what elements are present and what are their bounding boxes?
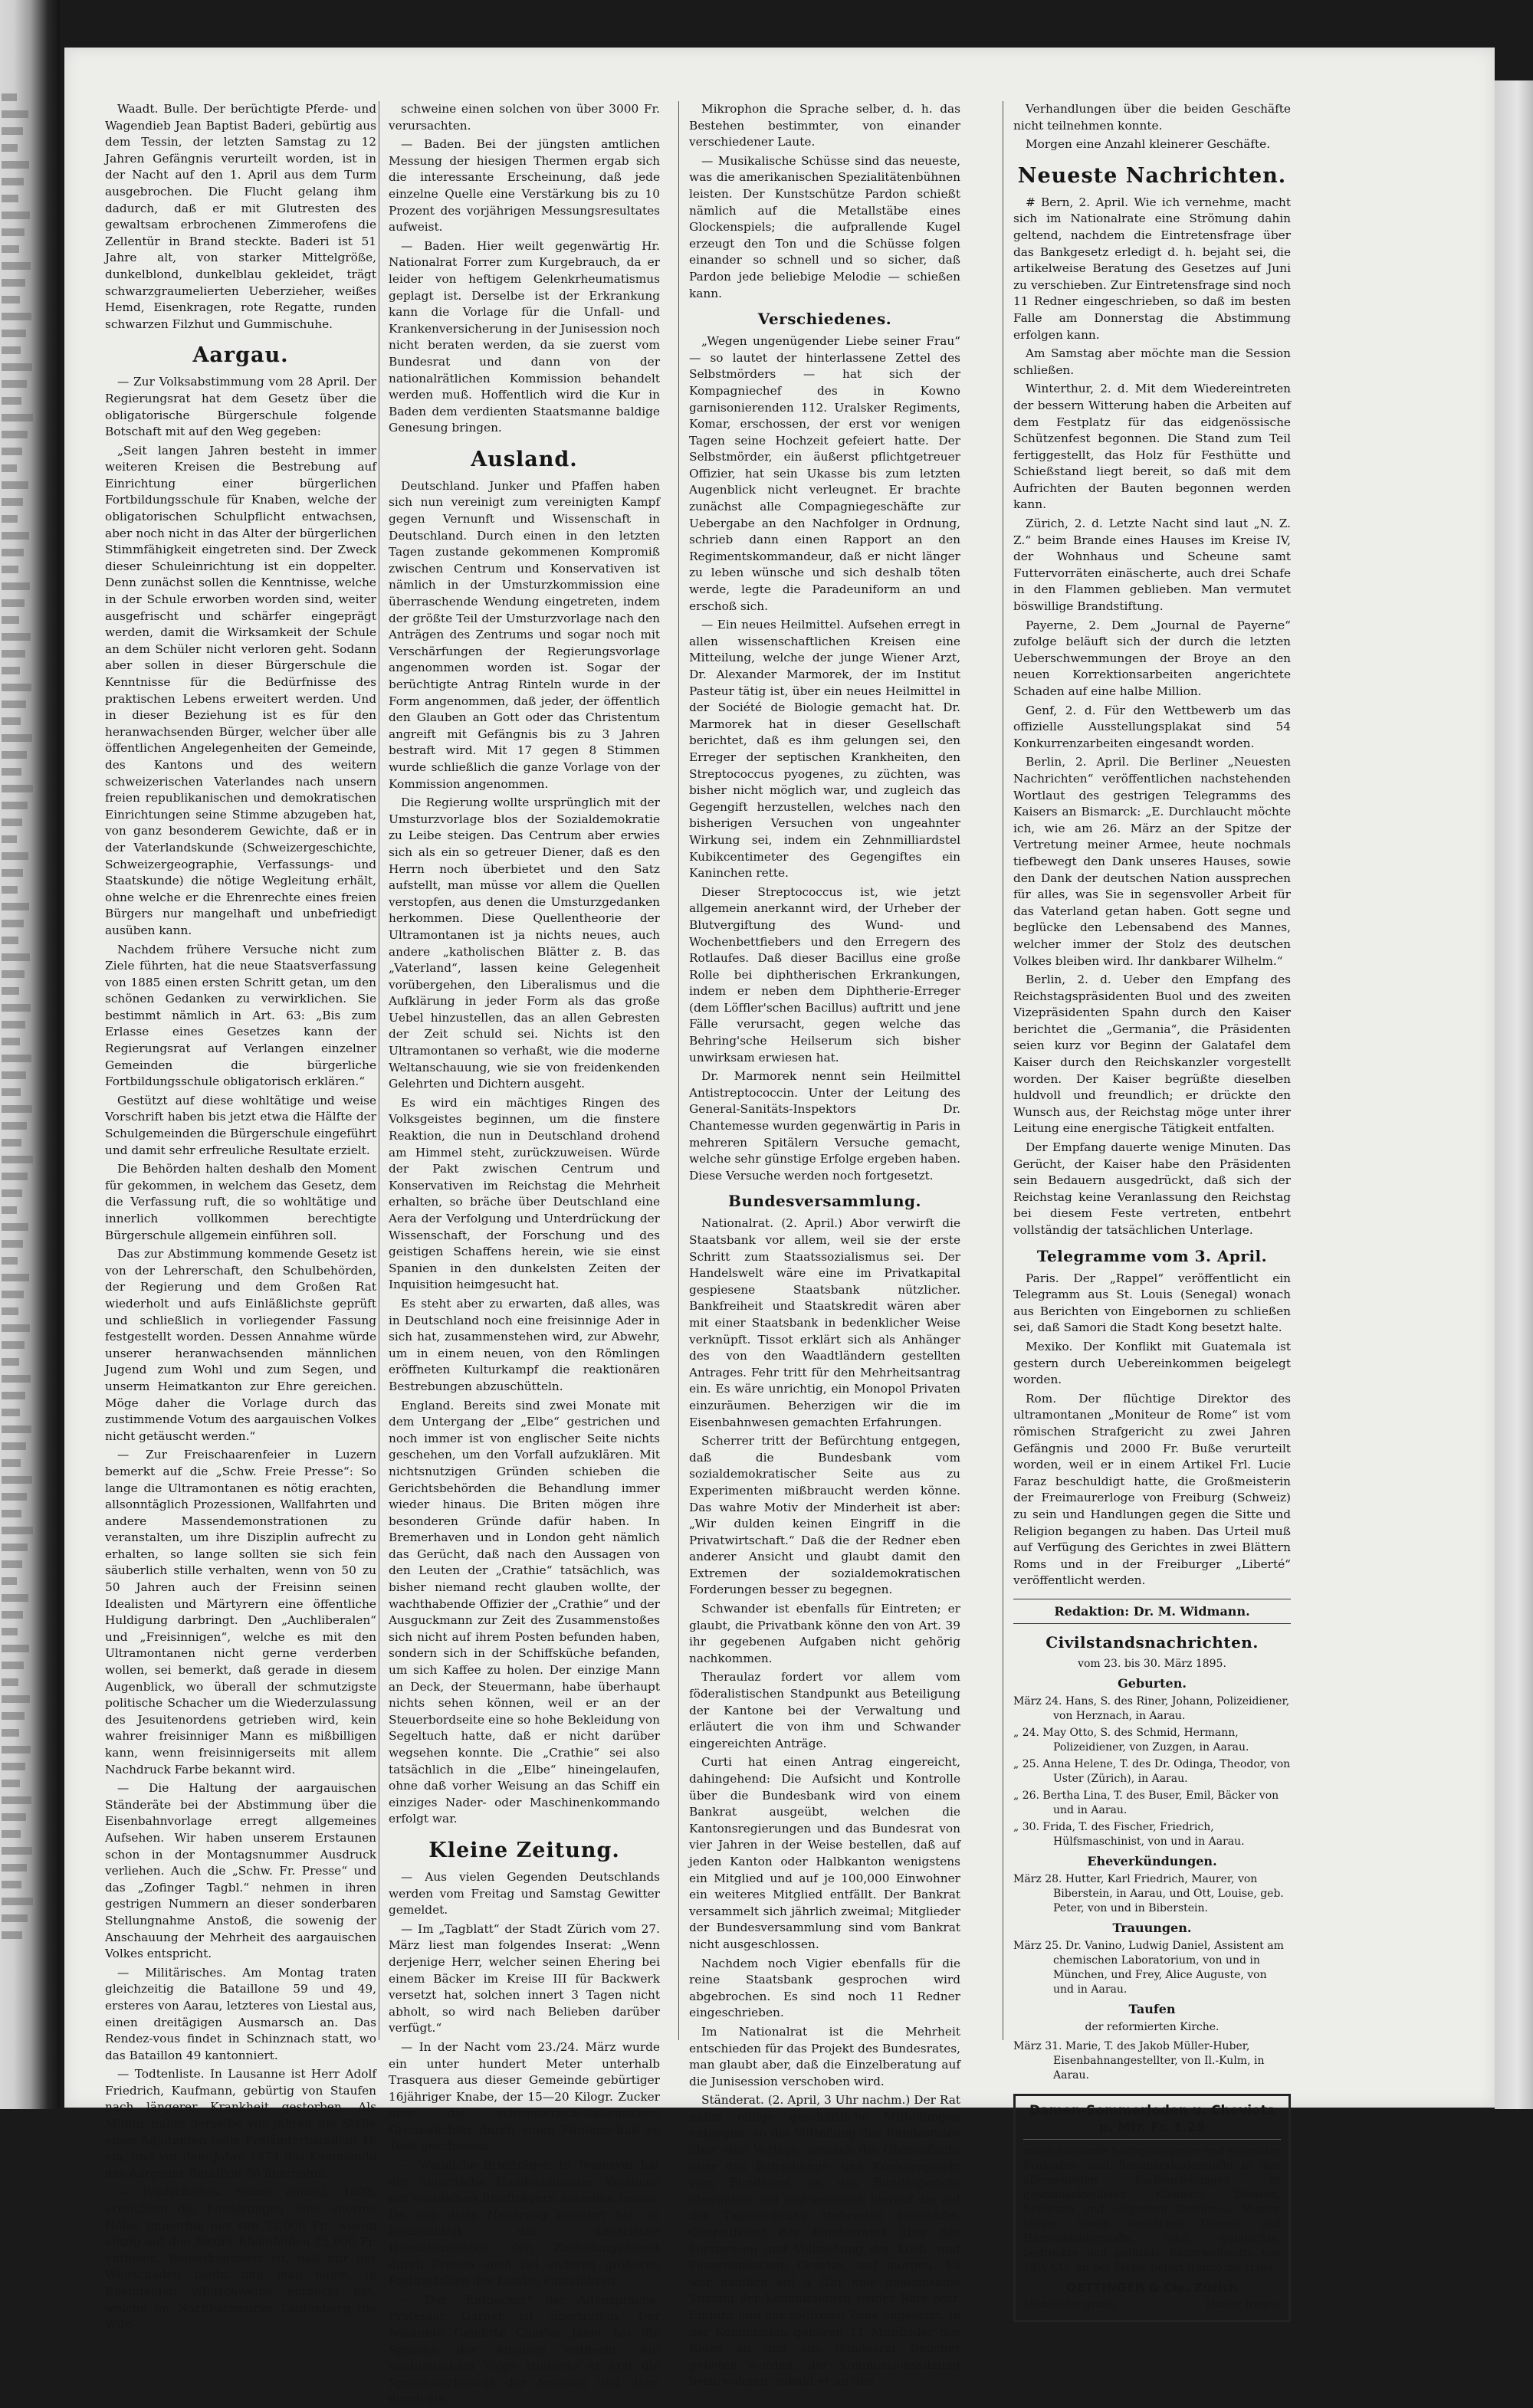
fragment-text-line xyxy=(2,1409,20,1416)
article-paragraph: Ständerat. (2. April, 3 Uhr nachm.) Der Rat nahm einige geschäftliche Mitteilungen entgegen, so die Mitteilung des Bundesrates über eine Vorlage, wonach die Oberaufsicht über das Betreibungs- und Konkursgesetz vom Bundesrat an das Bundesgericht übergehen soll und verschob hierauf die auf der Tagesordnung stehenden Geschäfte, Oberaufsicht des Bundesrates über das Forstwesen und Vollziehung der Koch- und Feuerdankschen Gesetze, auf morgen. Es war nämlich auf 4 Uhr eine gemeinsame Sitzung der Kommissionen beider Räte betr. Einfuhr und der zollfreien Zone angesetzt. In der Kommission gehören 11 Mitglieder des Rates an und aus Bundesrat Deucher gebeten worden, der Kommissionssitzung beizuwohnen, sobald er an den xyxy=(689,2093,960,2389)
column-1 xyxy=(105,101,376,2332)
article-paragraph: — Zur Volksabstimmung vom 28 April. Der Regierungsrat hat dem Gesetz über die obligatorische Bürgerschule folgende Botschaft mit auf den Weg gegeben: xyxy=(105,375,376,439)
fragment-text-line xyxy=(2,161,29,169)
fragment-text-line xyxy=(2,549,24,556)
fragment-text-line xyxy=(2,245,19,253)
fragment-text-line xyxy=(2,1493,27,1501)
fragment-text-line xyxy=(2,869,23,877)
article-paragraph: Payerne, 2. Dem „Journal de Payerne“ zufolge beläuft sich der durch die letzten Ueberschwemmungen der Broye an den neuen Korrektionsarbeiten angerichtete Schaden auf eine halbe Million. xyxy=(1013,618,1291,698)
section-heading-neueste-nachrichten: Neueste Nachrichten. xyxy=(1017,163,1287,188)
article-paragraph: Paris. Der „Rappel“ veröffentlicht ein Telegramm aus St. Louis (Senegal) wonach aus Berichten von Eingebornen zu schließen sei, daß Samori die Stadt Kong besetzt halte. xyxy=(1013,1271,1291,1335)
page-stack-edge xyxy=(1495,80,1533,2109)
fragment-text-line xyxy=(2,599,25,607)
fragment-text-line xyxy=(2,819,22,826)
article-paragraph: Nachdem frühere Versuche nicht zum Ziele führten, hat die neue Staatsverfassung von 1885 einen ersten Schritt getan, um den schönen Gedanken zu verwirklichen. Sie bestimmt nämlich in Art. 63: „Bis zum Erlasse eines Gesetzes kann der Regierungsrat auf Verlangen einzelner Gemeinden die bürgerliche Fortbildungsschule obligatorisch erklären.“ xyxy=(105,942,376,1089)
article-paragraph: — Aus vielen Gegenden Deutschlands werden vom Freitag und Samstag Gewitter gemeldet. xyxy=(389,1869,660,1918)
article-paragraph: # Bern, 2. April. Wie ich vernehme, macht sich im Nationalrate eine Strömung dahin geltend, nachdem die Eintretensfrage über das Bankgesetz erledigt d. h. bejaht sei, die artikelweise Beratung des Gesetzes auf Juni zu verschieben. Zur Eintretensfrage sind noch 11 Redner eingeschrieben, so daß im besten Falle am Donnerstag die Abstimmung erfolgen kann. xyxy=(1013,195,1291,342)
article-paragraph: — Im „Tagblatt“ der Stadt Zürich vom 27. März liest man folgendes Inserat: „Wenn derjenige Herr, welcher seinen Ehering bei einem Bäcker im Kreise III für Backwerk versetzt hat, solchen innert 3 Tagen nicht abholt, so wird nach Belieben darüber verfügt.“ xyxy=(389,1921,660,2036)
article-paragraph: Es wird ein mächtiges Ringen des Volksgeistes beginnen, um die finstere Reaktion, die nun in Deutschland drohend am Himmel steht, zurückzuweisen. Würde der Pakt zwischen Centrum und Konservativen im Reichstag die Mehrheit erhalten, so bräche über Deutschland eine Aera der Verfolgung und Unterdrückung der Wissenschaft, der Forschung und des geistigen Schaffens herein, wie sie einst Spanien in den dunkelsten Zeiten der Inquisition heimgesucht hat. xyxy=(389,1095,660,1292)
fragment-text-line xyxy=(2,1375,31,1383)
section-heading-telegramme: Telegramme vom 3. April. xyxy=(1036,1246,1268,1265)
fragment-text-line xyxy=(2,178,24,185)
adjacent-page-fragment xyxy=(0,84,34,1985)
fragment-text-line xyxy=(2,127,23,135)
article-paragraph: — Ein neues Heilmittel. Aufsehen erregt in allen wissenschaftlichen Kreisen eine Mitteilung, welche der junge Wiener Arzt, Dr. Alexander Marmorek, der im Institut Pasteur tätig ist, über ein neues Heilmittel in der Société de Biologie gemacht hat. Dr. Marmorek hat in dieser Gesellschaft berichtet, daß es ihm gelungen sei, den Erreger der septischen Krankheiten, den Streptococcus pyogenes, zu züchten, was bisher nicht möglich war, und zugleich das Gegengift herzustellen, welches nach den bisherigen Versuchen von ungeahnter Wirkung sei, indem ein Zehnmilliardstel Kubikcentimeter des Gegengiftes ein Kaninchen rette. xyxy=(689,618,960,881)
fragment-text-line xyxy=(2,1173,28,1180)
fragment-text-line xyxy=(2,717,21,725)
entry-list xyxy=(1013,1872,1291,1916)
article-paragraph: Mikrophon die Sprache selber, d. h. das Bestehen bestimmter, von einander verschiedener Laute. xyxy=(689,102,960,149)
fragment-text-line xyxy=(2,734,32,742)
civil-entry: März 31. Marie, T. des Jakob Müller-Huber, Eisenbahnangestellter, von Il.-Kulm, in Aarau. xyxy=(1013,2040,1265,2082)
fragment-text-line xyxy=(2,785,33,792)
article-paragraph: Schwander ist ebenfalls für Eintreten; er glaubt, die Privatbank könne den von Art. 39 ihr gegebenen Aufgaben nicht gehörig nachkommen. xyxy=(689,1602,960,1665)
fragment-text-line xyxy=(2,1324,30,1332)
civil-entry: „ 26. Bertha Lina, T. des Buser, Emil, Bäcker von und in Aarau. xyxy=(1013,1790,1279,1817)
fragment-text-line xyxy=(2,1122,27,1130)
civil-entry: März 24. Hans, S. des Riner, Johann, Polizeidiener, von Herznach, in Aarau. xyxy=(1013,1695,1290,1723)
fragment-text-line xyxy=(2,532,29,540)
article-paragraph: — Militärisches. Am Montag traten gleichzeitig die Bataillone 59 und 49, ersteres von Aarau, letzteres von Liestal aus, einen dreitägigen Ausmarsch an. Das Rendez-vous findet in Schinznach statt, wo das Bataillon 49 kantonniert. xyxy=(105,1965,376,2062)
article-paragraph: — Musikalische Schüsse sind das neueste, was die amerikanischen Spezialitätenbühnen leisten. Der Kunstschütze Pardon schießt nämlich auf die Metallstäbe eines Glockenspiels; die aufprallende Kugel erzeugt den Ton und die Schüsse folgen einander so schnell und so sicher, daß Pardon jede beliebige Melodie — schießen kann. xyxy=(689,153,960,300)
section-heading-verschiedenes: Verschiedenes. xyxy=(757,310,892,329)
article-paragraph: Nationalrat. (2. April.) Abor verwirft die Staatsbank vor allem, weil sie der erste Schritt zum Staatssozialismus sei. Der Handelswelt wäre eine im Privatkapital gespiesene Staatsbank nützlicher. Bankfreiheit und Staatskredit wären aber mit einer Staatsbank in bedenklicher Weise verknüpft. Tissot erklärt sich als Anhänger des von den Waadtländern gestellten Antrages. Fehr tritt für den Mehrheitsantrag ein. Es wäre unrichtig, ein Monopol Privaten einzuräumen. Beherzigen wir die im Eisenbahnwesen gemachten Erfahrungen. xyxy=(689,1216,960,1429)
fragment-text-line xyxy=(2,1577,17,1585)
article-paragraph: Waadt. Bulle. Der berüchtigte Pferde- und Wagendieb Jean Baptist Baderi, gebürtig aus dem Tessin, der letzten Samstag zu 12 Jahren Gefängnis verurteilt worden, ist in der Nacht auf den 1. April aus dem Turm ausgebrochen. Die Flucht gelang ihm dadurch, daß er mit Glutresten des gewaltsam erbrochenen Zimmerofens die Zellentür in Brand steckte. Baderi ist 51 Jahre alt, von starker Mittelgröße, dunkelblond, dunkelblau gekleidet, trägt schwarzgraumelierten Ueberzieher, weißes Hemd, Eisenkragen, rote Regatte, runden schwarzen Filzhut und Gummischuhe. xyxy=(105,102,376,331)
article-paragraph: „Wegen ungenügender Liebe seiner Frau“ — so lautet der hinterlassene Zettel des Selbstmörders — hat sich der Kompagniechef des in Kowno garnisonierenden 112. Uralsker Regiments, Komar, erschossen, der erst vor wenigen Tagen seine Hochzeit gefeiert hatte. Der Selbstmörder, ein äußerst pflichtgetreuer Offizier, hat sein Ukasse bis zum letzten Augenblick nicht verleugnet. Er brachte zunächst alle Compagniegeschäfte zur Uebergabe an den Nachfolger in Ordnung, schrieb dann einen Rapport an den Regimentskommandeur, daß er nicht länger zu leben wünsche und sich deshalb töten werde, legte die Paradeuniform an und erschoß sich. xyxy=(689,334,960,613)
section-heading-kleine-zeitung: Kleine Zeitung. xyxy=(428,1838,620,1862)
civilstand-date-range: vom 23. bis 30. März 1895. xyxy=(1078,1658,1226,1671)
paragraph-list xyxy=(689,333,960,1184)
civil-entry: März 25. Dr. Vanino, Ludwig Daniel, Assistent am chemischen Laboratorium, von und in München, und Frey, Alice Auguste, von und in Aarau. xyxy=(1013,1940,1284,1996)
fragment-text-line xyxy=(2,768,21,776)
article-paragraph: Deutschland. Junker und Pfaffen haben sich nun vereinigt zum vereinigten Kampf gegen Vernunft und Wissenschaft in Deutschland. Durch einen in den letzten Tagen zustande gekommenen Kompromiß zwischen Centrum und Konservativen ist nämlich in der Umsturzkommission eine überraschende Wendung eingetreten, indem der größte Teil der Umsturzvorlage nach den Anträgen des Zentrums und sogar noch mit Verschärfungen der Regierungsvorlage angenommen worden ist. Sogar der berüchtigte Antrag Rinteln wurde in der Form angenommen, daß jeder, der öffentlich den Glauben an Gott oder das Christentum angreift mit Gefängnis bis zu 3 Jahren bestraft wird. Mit 17 gegen 8 Stimmen wurde schließlich die ganze Vorlage von der Kommission angenommen. xyxy=(389,478,660,791)
article-paragraph: Am Samstag aber möchte man die Session schließen. xyxy=(1013,346,1291,377)
article-paragraph: Berlin, 2. April. Die Berliner „Neuesten Nachrichten“ veröffentlichen nachstehenden Wortlaut des gestrigen Telegramms des Kaisers an Bismarck: „E. Durchlaucht möchte ich, wie am 26. März an der Spitze der Vertretung meiner Armee, heute nochmals tiefbewegt den Dank unseres Hauses, sowie den Dank der deutschen Nation aussprechen für alles, was Sie in segensvoller Arbeit für das Vaterland getan haben. Gott segne und beglücke den Lebensabend des Mannes, welcher immer der Stolz des deutschen Volkes bleiben wird. Ihr dankbarer Wilhelm.“ xyxy=(1013,755,1291,968)
fragment-text-line xyxy=(2,852,28,860)
fragment-text-line xyxy=(2,1425,31,1433)
fragment-text-line xyxy=(2,1156,33,1163)
article-paragraph: Der Empfang dauerte wenige Minuten. Das Gerücht, der Kaiser habe den Präsidenten sein Bedauern ausgedrückt, daß sich der Reichstag keine Veranlassung den Reichstag bei diesem Feste vertreten, entbehrt vollständig der tatsächlichen Unterlage. xyxy=(1013,1140,1291,1237)
fragment-text-line xyxy=(2,835,17,843)
section-heading-ausland: Ausland. xyxy=(471,447,578,471)
fragment-text-line xyxy=(2,903,29,910)
section-heading-aargau: Aargau. xyxy=(192,343,289,368)
fragment-text-line xyxy=(2,1088,21,1096)
fragment-text-line xyxy=(2,363,32,371)
fragment-text-line xyxy=(2,582,30,590)
advertisement-box xyxy=(1013,2094,1291,2322)
article-paragraph: Zürich, 2. d. Letzte Nacht sind laut „N. Z. Z.“ beim Brande eines Hauses im Kreise IV, der Wohnhaus und Scheune samt Futtervorräten einäscherte, auch drei Schafe in den Flammen geblieben. Man vermutet böswillige Brandstiftung. xyxy=(1013,517,1291,614)
article-paragraph: — Baden. Hier weilt gegenwärtig Hr. Nationalrat Forrer zum Kurgebrauch, da er leider von heftigem Gelenkrheumatismus geplagt ist. Derselbe ist der Erkrankung kann die Vorlage für die Unfall- und Krankenversicherung in der Junisession noch nicht beraten werden, da sie zuerst vom Bundesrat und dann von der nationalrätlichen Kommission behandelt werden muß. Hoffentlich wird die Kur in Baden dem verdienten Staatsmanne baldige Genesung bringen. xyxy=(389,238,660,435)
subheading-geburten: Geburten. xyxy=(1118,1676,1187,1691)
fragment-text-line xyxy=(2,195,18,202)
column-3 xyxy=(689,101,960,2389)
column-rule xyxy=(678,101,679,2040)
fragment-text-line xyxy=(2,498,23,506)
fragment-text-line xyxy=(2,1914,28,1922)
article-paragraph: Dr. Marmorek nennt sein Heilmittel Antistreptococcin. Unter der Leitung des General-Sanitäts-Inspektors Dr. Chantemesse wurden gegenwärtig in Paris in mehreren Spitälern Versuche gemacht, welche sehr günstige Erfolge ergeben haben. Diese Versuche werden noch fortgesetzt. xyxy=(689,1069,960,1183)
fragment-text-line xyxy=(2,1105,32,1113)
fragment-text-line xyxy=(2,1206,17,1214)
fragment-text-line xyxy=(2,1004,31,1012)
fragment-text-line xyxy=(2,1021,25,1028)
paragraph-list xyxy=(105,374,376,2333)
fragment-text-line xyxy=(2,414,33,422)
section-heading-civilstand: Civilstandsnachrichten. xyxy=(1046,1633,1259,1652)
fragment-text-line xyxy=(2,481,28,489)
civil-entry: „ 25. Anna Helene, T. des Dr. Odinga, Theodor, von Uster (Zürich), in Aarau. xyxy=(1013,1758,1291,1786)
fragment-text-line xyxy=(2,1189,22,1197)
fragment-text-line xyxy=(2,448,22,455)
article-paragraph: — Weibliche Briefträger. In Temesvar hat der ungarische Handelsminister Versuche mit weiblichen Briefträgern anstellen lassen. Da sich diese Neuerung bewährt hat, so beabsichtigt der ungarische Handelsminister, den Zustellungsdienst durch Frauen auch bei anderen größeren Postanstalten des Landes einzuführen. xyxy=(389,2158,660,2288)
fragment-text-line xyxy=(2,1307,18,1315)
paragraph-list xyxy=(389,478,660,1828)
fragment-text-line xyxy=(2,566,18,573)
fragment-text-line xyxy=(2,1459,21,1467)
fragment-text-line xyxy=(2,1796,31,1804)
civil-entry: „ 24. May Otto, S. des Schmid, Hermann, Polizeidiener, von Zuzgen, in Aarau. xyxy=(1013,1727,1249,1754)
fragment-text-line xyxy=(2,1274,29,1281)
fragment-text-line xyxy=(2,464,17,472)
article-paragraph: Rom. Der flüchtige Direktor des ultramontanen „Moniteur de Rome“ ist vom römischen Strafgericht zu zwei Jahren Gefängnis und 2000 Fr. Buße verurteilt worden, weil er in einem Artikel Frl. Lucie Faraz beschuldigt hatte, die Großmeisterin der Freimaurerloge von Freiburg (Schweiz) zu sein und Handlungen gegen die Sitte und Religion begangen zu haben. Das Urteil muß auf Verfügung des Gerichtes in zwei Blättern Roms und in der Freiburger „Liberté“ veröffentlicht werden. xyxy=(1013,1391,1291,1588)
fragment-text-line xyxy=(2,330,26,337)
fragment-text-line xyxy=(2,1442,26,1450)
fragment-text-line xyxy=(2,144,18,152)
fragment-text-line xyxy=(2,110,28,118)
article-paragraph: Winterthur, 2. d. Mit dem Wiedereintreten der bessern Witterung haben die Arbeiten auf dem Festplatz für das eidgenössische Schützenfest begonnen. Die Stand zum Teil fertiggestellt, das Holz für Festhütte und Schießstand liegt bereit, so daß mit dem Aufrichten der Bauten begonnen werden kann. xyxy=(1013,382,1291,512)
fragment-text-line xyxy=(2,1341,25,1349)
fragment-text-line xyxy=(2,380,27,388)
entry-list xyxy=(1013,1694,1291,1849)
fragment-text-line xyxy=(2,1813,26,1821)
paragraph-list xyxy=(1013,1271,1291,1589)
article-paragraph: Mexiko. Der Konflikt mit Guatemala ist gestern durch Uebereinkommen beigelegt worden. xyxy=(1013,1339,1291,1387)
fragment-text-line xyxy=(2,1560,22,1568)
fragment-text-line xyxy=(2,397,21,405)
fragment-text-line xyxy=(2,1645,29,1652)
ad-footer-left: Modebilder gratis. xyxy=(1023,2299,1118,2311)
article-paragraph: Gestützt auf diese wohltätige und weise Vorschrift haben bis jetzt etwa die Hälfte der Schulgemeinden die Bürgerschule eingeführt und damit sehr erfreuliche Resultate erzielt. xyxy=(105,1093,376,1157)
entry-list xyxy=(1013,2039,1291,2083)
fragment-text-line xyxy=(2,1291,24,1298)
fragment-text-line xyxy=(2,1527,33,1534)
fragment-text-line xyxy=(2,1931,22,1939)
fragment-text-line xyxy=(2,700,26,708)
fragment-text-line xyxy=(2,751,27,759)
article-paragraph: — Der „Entdecker“ der Affensprache, Professor Garner ist übertroffen. Der bekannte Gelehrte Charles Janet hat die Sprache der Ameisen entdeckt. Auf anatomischem Wege studierte er erst die Sprechwerkzeuge der Ameisen und dann durch ein xyxy=(389,2292,660,2406)
article-paragraph: Berlin, 2. d. Ueber den Empfang des Reichstagspräsidenten Buol und des zweiten Vizepräsidenten Spahn durch den Kaiser berichtet die „Germania“, die Präsidenten seien kurz vor Beginn der Galatafel dem Kaiser durch den Reichskanzler vorgestellt worden. Der Kaiser begrüßte dieselben huldvoll und freundlich; er drückte den Wunsch aus, der Reichstag möge unter ihrer Leitung eine energische Tätigkeit entfalten. xyxy=(1013,973,1291,1136)
fragment-text-line xyxy=(2,1038,20,1045)
article-paragraph: Es steht aber zu erwarten, daß alles, was in Deutschland noch eine freisinnige Ader in sich hat, zusammenstehen wird, zur Abwehr, um in einem neuen, von den Römlingen eröffneten Kulturkampf die reaktionären Bestrebungen abzuschütteln. xyxy=(389,1296,660,1393)
article-paragraph: Die Behörden halten deshalb den Moment für gekommen, in welchem das Gesetz, dem die Verfassung ruft, die so wohltätige und innerlich vollkommen berechtigte Bürgerschule allgemein einführen soll. xyxy=(105,1162,376,1242)
ad-footer xyxy=(1023,2298,1281,2312)
article-paragraph: Dieser Streptococcus ist, wie jetzt allgemein anerkannt wird, der Urheber der Blutvergiftung des Wund- und Wochenbettfiebers und den Erregern des Rotlaufes. Daß dieser Bacillus eine große Rolle bei diphtherischen Erkrankungen, indem er neben dem Diphtherie-Erreger (dem Löffler'schen Bacillus) auftritt und jene Fälle verursacht, gegen welche das Behring'sche Heilserum sich bisher unwirksam erwiesen hat. xyxy=(689,884,960,1065)
fragment-text-line xyxy=(2,279,25,287)
fragment-text-line xyxy=(2,1240,23,1248)
column-4 xyxy=(1013,101,1291,2311)
fragment-text-line xyxy=(2,1594,28,1602)
fragment-text-line xyxy=(2,633,31,641)
section-heading-bundesversammlung: Bundesversammlung. xyxy=(727,1192,921,1211)
article-paragraph: Curti hat einen Antrag eingereicht, dahingehend: Die Aufsicht und Kontrolle über die Bundesbank wird von einem Bankrat ausgeübt, welchen die Kantonsregierungen und das Bundesrat von vier Jahren in der Weise bestellen, daß auf jeden Kanton oder Halbkanton wenigstens ein Mitglied und auf je 100,000 Einwohner ein weiteres Mitglied entfällt. Der Bankrat versammelt sich jährlich zweimal; Mitglieder der Bundesversammlung sind vom Bankrat nicht ausgeschlossen. xyxy=(689,1755,960,1951)
article-paragraph: Im Nationalrat ist die Mehrheit entschieden für das Projekt des Bundesrates, man glaubt aber, daß die Einzelberatung auf die Junisession verschoben wird. xyxy=(689,2024,960,2088)
fragment-text-line xyxy=(2,296,20,303)
fragment-text-line xyxy=(2,937,18,944)
fragment-text-line xyxy=(2,684,31,691)
fragment-text-line xyxy=(2,1847,32,1855)
ad-title: Damen-Sommerloden u. Cheviots p. Mtr. Fr. 1.25 xyxy=(1023,2102,1281,2140)
paragraph-list xyxy=(1013,101,1291,153)
fragment-text-line xyxy=(2,1729,19,1737)
fragment-text-line xyxy=(2,1628,18,1635)
fragment-text-line xyxy=(2,1358,19,1366)
article-paragraph: — Zur Freischaarenfeier in Luzern bemerkt auf die „Schw. Freie Presse“: So lange die Ultramontanen es nötig erachten, allsonntäglich Prozessionen, Wallfahrten und andere Massendemonstrationen zu veranstalten, um ihre Disziplin aufrecht zu erhalten, so lange sollten sie sich fein säuberlich stille verhalten, wenn von 50 zu 50 Jahren auch der Freisinn seinen Idealisten und Märtyrern eine öffentliche Huldigung darbringt. Den „Auchliberalen“ und „Freisinnigen“, welche es mit den Ultramontanen nicht gerne verderben wollen, sei bemerkt, daß gerade in diesem Augenblick, wo überall der schmutzigste politische Schacher um die Wiederzulassung des Jesuitenordens getrieben wird, kein wahrer freisinniger Mann es mißbilligen kann, wenn freisinnigerseits mit allem Nachdruck Farbe bekannt wird. xyxy=(105,1448,376,1776)
fragment-text-line xyxy=(2,346,21,354)
fragment-text-line xyxy=(2,1881,21,1888)
civil-entry: März 28. Hutter, Karl Friedrich, Maurer, von Biberstein, in Aarau, und Ott, Louise, geb. Peter, von und in Biberstein. xyxy=(1013,1873,1284,1915)
fragment-text-line xyxy=(2,1055,31,1062)
article-paragraph: — Baden. Bei der jüngsten amtlichen Messung der hiesigen Thermen ergab sich die interessante Erscheinung, daß jede einzelne Quelle eine Verstärkung bis zu 10 Prozent des vorjährigen Messungsresultates aufweist. xyxy=(389,137,660,235)
editor-line: Redaktion: Dr. M. Widmann. xyxy=(1013,1599,1291,1625)
fragment-text-line xyxy=(2,228,25,236)
fragment-text-line xyxy=(2,1223,28,1231)
article-paragraph: Scherrer tritt der Befürchtung entgegen, daß die Bundesbank vom sozialdemokratischer Seite aus zu Experimenten mißbraucht werden könne. Das wahre Motiv der Minderheit ist aber: „Wir dulden keinen Eingriff in die Privatwirtschaft.“ Daß die der Redner eben anderer Ansicht und glaubt damit den Extremen der sozialdemokratischen Forderungen besser zu begegnen. xyxy=(689,1434,960,1597)
paragraph-list xyxy=(1013,195,1291,1239)
fragment-text-line xyxy=(2,616,19,624)
article-paragraph: Die Regierung wollte ursprünglich mit der Umsturzvorlage blos der Sozialdemokratie zu Leibe steigen. Das Centrum aber erwies sich als ein so getreuer Diener, daß es den Herrn noch überbietet und den Satz aufstellt, man müsse vor allem die Quellen verstopfen, aus denen die Umsturzgedanken herkommen. Diese Quellentheorie der Ultramontanen ist ja nichts neues, auch andere „katholischen Blätter z. B. das „Vaterland“, lassen keine Gelegenheit vorübergehen, den Liberalismus und die Aufklärung in jeder Form als das große Uebel hinzustellen, das an allen Gebresten der Zeit schuld sei. Nichts ist den Ultramontanen so verhaßt, wie die moderne Weltanschauung, wie sie von freidenkenden Gelehrten und Dichtern ausgeht. xyxy=(389,796,660,1091)
fragment-text-line xyxy=(2,1898,33,1905)
column-2 xyxy=(389,101,660,2406)
fragment-text-line xyxy=(2,1257,18,1265)
fragment-text-line xyxy=(2,1611,23,1619)
article-paragraph: Theraulaz fordert vor allem vom föderalistischen Standpunkt aus Beteiligung der Kantone bei der Verwaltung und erläutert die von ihm und Schwander eingereichten Anträge. xyxy=(689,1670,960,1750)
entry-list xyxy=(1013,1939,1291,1997)
ad-footer-right: Muster franco. xyxy=(1206,2299,1281,2311)
fragment-text-line xyxy=(2,1476,32,1484)
fragment-text-line xyxy=(2,970,25,978)
fragment-text-line xyxy=(2,1712,25,1720)
subheading-taufen: Taufen xyxy=(1128,2002,1176,2017)
fragment-text-line xyxy=(2,987,19,995)
article-paragraph: Verhandlungen über die beiden Geschäfte nicht teilnehmen konnte. xyxy=(1013,102,1291,133)
fragment-text-line xyxy=(2,1864,27,1872)
taufen-subtitle: der reformierten Kirche. xyxy=(1085,2021,1220,2034)
article-paragraph: Morgen eine Anzahl kleinerer Geschäfte. xyxy=(1026,137,1271,152)
article-paragraph: schweine einen solchen von über 3000 Fr. verursachten. xyxy=(389,102,660,133)
paragraph-list xyxy=(105,101,376,333)
fragment-text-line xyxy=(2,313,31,320)
fragment-text-line xyxy=(2,1678,18,1686)
fragment-text-line xyxy=(2,667,20,674)
fragment-text-line xyxy=(2,1662,24,1669)
ad-body: sowie tausende hochgediegener und eleganter Frühjahrs- und Sommerkleiderstoffe in den allerneuesten Farbenstellungen zu geschmackvollsten Kleidern, Blousen, Schürzen und eleganten Costümes. Muster obiger, sowie sämtlicher Damen- und Herrenkleiderstoffe, rohe, gebleichte, bedruckte und gefärbte Baumwollstoffe von 18½ Cts. an per Meter liefert franco ins Haus. xyxy=(1023,2145,1281,2275)
paragraph-list xyxy=(389,1869,660,2408)
fragment-text-line xyxy=(2,802,28,809)
article-paragraph: — Die Haltung der aargauischen Ständeräte bei der Abstimmung über die Eisenbahnvorlage erregt allgemeines Aufsehen. Wir haben unserem Erstaunen schon in der Montagsnummer Ausdruck verliehen. Auch die „Schw. Fr. Presse“ und das „Zofinger Tagbl.“ nehmen in ihren gestrigen Nummern an dieser sonderbaren Stellungnahme Anstoß, die sowenig der Anschauung der Mehrheit des aargauischen Volkes entspricht. xyxy=(105,1781,376,1961)
fragment-text-line xyxy=(2,1830,21,1838)
fragment-text-line xyxy=(2,953,30,961)
civil-entry: „ 30. Frida, T. des Fischer, Friedrich, Hülfsmaschinist, von und in Aarau. xyxy=(1013,1821,1245,1849)
subheading-eheverkuendungen: Eheverkündungen. xyxy=(1087,1854,1217,1869)
fragment-text-line xyxy=(2,1510,21,1517)
fragment-text-line xyxy=(2,212,30,219)
fragment-text-line xyxy=(2,1544,28,1551)
fragment-text-line xyxy=(2,886,18,894)
fragment-text-line xyxy=(2,1071,26,1079)
paragraph-list xyxy=(389,101,660,437)
subheading-trauungen: Trauungen. xyxy=(1112,1921,1192,1936)
fragment-text-line xyxy=(2,1695,30,1703)
article-paragraph: Genf, 2. d. Für den Wettbewerb um das offizielle Ausstellungsplakat sind 54 Konkurrenzarbeiten eingesandt worden. xyxy=(1013,703,1291,750)
fragment-text-line xyxy=(2,431,28,438)
fragment-text-line xyxy=(2,1139,21,1147)
fragment-text-line xyxy=(2,650,25,658)
fragment-text-line xyxy=(2,93,17,101)
fragment-text-line xyxy=(2,1763,25,1770)
paragraph-list xyxy=(689,101,960,302)
fragment-text-line xyxy=(2,1780,20,1787)
article-paragraph: Nachdem noch Vigier ebenfalls für die reine Staatsbank gesprochen wird abgebrochen. Es sind noch 11 Redner eingeschrieben. xyxy=(689,1956,960,2020)
fragment-text-line xyxy=(2,1392,25,1399)
article-paragraph: Das zur Abstimmung kommende Gesetz ist von der Lehrerschaft, den Schulbehörden, der Regierung und dem Großen Rat wiederholt und aufs Einläßlichste geprüft und schließlich in vorliegender Fassung festgestellt worden. Dessen Annahme würde unserer heranwachsenden männlichen Jugend zum Wohl und zum Segen, und unserm Heimatkanton zur Ehre gereichen. Möge daher die Vorlage durch das zustimmende Votum des aargauischen Volkes nicht getäuscht werden.“ xyxy=(105,1247,376,1443)
article-paragraph: — In der Nacht vom 23./24. März wurde ein unter hundert Meter unterhalb Trasquera aus dieser Gemeinde gebürtiger 16jähriger Knabe, der 15—20 Kilogr. Zucker über die schweizerisch-italienischen Grenzwächter durch einen Flintenschuß zu Tode geschossen. xyxy=(389,2039,660,2154)
article-paragraph: England. Bereits sind zwei Monate mit dem Untergang der „Elbe“ gestrichen und noch immer ist von englischer Seite nichts geschehen, um den Vorfall aufzuklären. Mit nichtsnutzigen Gründen schieben die Gerichtsbehörden die Behandlung immer wieder hinaus. Die Briten mögen ihre besonderen Gründe dafür haben. In Bremerhaven und in London geht nämlich das Gerücht, daß nach den Aussagen von den Leuten der „Crathie“ tatsächlich, was bisher niemand recht glauben wollte, der wachthabende Offizier der „Crathie“ und der Ausguckmann zur Zeit des Zusammenstoßes sich nicht auf ihrem Posten befunden haben, sondern sich in der Schiffsküche befanden, um sich Kaffee zu holen. Der einzige Mann an Deck, der Steuermann, habe überhaupt nichts sehen können, weil er an der Steuerbordseite eine so hohe Bekleidung von Segeltuch hatte, daß er nicht darüber wegsehen konnte. Die „Crathie“ sei also tatsächlich in die „Elbe“ hineingelaufen, ohne daß vorher Weisung an das Schiff ein einziges Nader- oder Maschinenkommando erfolgt war. xyxy=(389,1398,660,1826)
article-paragraph: — Wildschaden. Schon einmal, 1893, erreichten die Forderungen eine enorme Höhe, immerhin nur von 32,000 Fr., wovon einzig auf den Bezirk Rheinfelden 25,000 Fr. entfielen. Bemerkenswert ist, daß nur der Wildschaden bleibt und man nahm, in Rheinfelden Wildschweine entdeckt hat, welche im Nachbarbezirke Laufenburg die Wild- xyxy=(105,2185,376,2332)
article-paragraph: — Todtenliste. In Lausanne ist Herr Adolf Friedrich, Kaufmann, gebürtig von Staufen nach längerer Krankheit gestorben. Als Militär nahm derselbe vor Jahren die Stelle eines Adjutanten beim Freiämterbataillon 46 ein, und vor dem Jahre 1874 das Kommando des Aargauer Bataillon 56 übernahm. xyxy=(105,2067,376,2180)
fragment-text-line xyxy=(2,262,31,270)
fragment-text-line xyxy=(2,1746,31,1754)
paragraph-list xyxy=(689,1215,960,2390)
article-paragraph: „Seit langen Jahren besteht in immer weiteren Kreisen die Bestrebung auf Einrichtung einer bürgerlichen Fortbildungsschule für Knaben, welche der obligatorischen Schulpflicht entwachsen, aber noch nicht in das Alter der bürgerlichen Stimmfähigkeit eingetreten sind. Der Zweck dieser Schuleinrichtung ist ein doppelter. Denn zunächst sollen die Kenntnisse, welche in der Schule erworben worden sind, weiter ausgefrischt und schärfer eingeprägt werden, damit die Wirksamkeit der Schule an dem Schüler nicht verloren geht. Sodann aber sollen in dieser Bürgerschule die Kenntnisse für die Bedürfnisse des praktischen Lebens erweitert werden. Und in dieser Beziehung ist es für den heranwachsenden Bürger, welcher über alle öffentlichen Angelegenheiten der Gemeinde, des Kantons und des weitern schweizerischen Vaterlandes nach unsern freien republikanischen und demokratischen Einrichtungen seine Stimme abzugeben hat, von ganz besonderem Gewichte, daß er in der Vaterlandskunde (Schweizergeschichte, Schweizergeographie, Verfassungs- und Staatskunde) die nötige Wegleitung erhält, ohne welche er die Ehrenrechte eines freien Bürgers nur mangelhaft und unbefriedigt ausüben kann. xyxy=(105,443,376,937)
fragment-text-line xyxy=(2,515,18,523)
ad-company: OETTINGER & Cie. Zürich xyxy=(1065,2280,1239,2295)
fragment-text-line xyxy=(2,920,24,927)
